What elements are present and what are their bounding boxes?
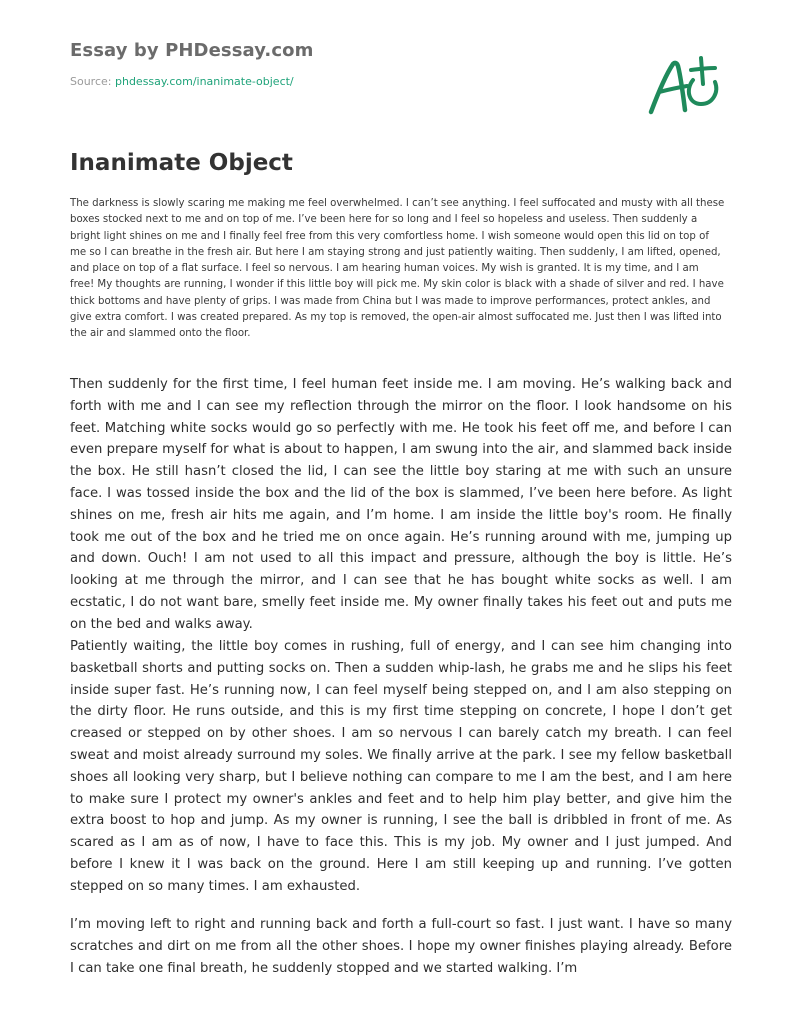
source-label: Source: bbox=[70, 75, 115, 88]
intro-paragraph: The darkness is slowly scaring me making me feel overwhelmed. I can’t see anything. I feel suffocated and musty with all these boxes stocked next to me and on top of me. I’ve been here for so long and I feel so hopeless and useless. Then suddenly a bright light shines on me and I finally feel free from this very comfortless home. I wish someone would open this lid on top of me so I can breathe in the fresh air. But here I am staying strong and just patiently waiting. Then suddenly, I am lifted, opened, and place on top of a flat surface. I feel so nervous. I am hearing human voices. My wish is granted. It is my time, and I am free! My thoughts are running, I wonder if this little boy will pick me. My skin color is black with a shade of silver and red. I have thick bottoms and have plenty of grips. I was made from China but I was made to improve performances, protect ankles, and give extra comfort. I was created prepared. As my top is removed, the open-air almost suffocated me. Just then I was lifted into the air and slammed onto the floor. bbox=[70, 198, 725, 340]
body-paragraph: I’m moving left to right and running back and forth a full-court so fast. I just want. I have so many scratches and dirt on me from all the other shoes. I hope my owner finishes playing already. Before I can take one final breath, he suddenly stopped and we started walking. I’m bbox=[70, 917, 732, 976]
site-brand-title: Essay by PHDessay.com bbox=[70, 40, 314, 61]
a-plus-logo-graphic bbox=[643, 50, 733, 130]
a-plus-logo-icon bbox=[643, 50, 733, 130]
source-link[interactable]: phdessay.com/inanimate-object/ bbox=[114, 75, 294, 88]
body-paragraph: Patiently waiting, the little boy comes in rushing, full of energy, and I can see him changing into basketball shorts and putting socks on. Then a sudden whip-lash, he grabs me and he slips his feet inside super fast. He’s running now, I can feel myself being stepped on, and I am also stepping on the dirty floor. He runs outside, and this is my first time stepping on concrete, I hope I don’t get creased or stepped on by other shoes. I am so nervous I can barely catch my breath. I can feel sweat and moist already surround my soles. We finally arrive at the park. I see my fellow basketball shoes all looking very sharp, but I believe nothing can compare to me I am the best, and I am here to make sure I protect my owner's ankles and feet and to help him play better, and give him the extra boost to hop and jump. As my owner is running, I see the ball is dribbled in front of me. As scared as I am as of now, I have to face this. This is my job. My owner and I just jumped. And before I knew it I was back on the ground. Here I am still keeping up and running. I’ve gotten stepped on so many times. I am exhausted. bbox=[70, 639, 732, 894]
body-paragraph: Then suddenly for the first time, I feel human feet inside me. I am moving. He’s walking back and forth with me and I can see my reflection through the mirror on the floor. I look handsome on his feet. Matching white socks would go so perfectly with me. He took his feet off me, and before I can even prepare myself for what is about to happen, I am swung into the air, and slammed back inside the box. He still hasn’t closed the lid, I can see the little boy staring at me with such an unsure face. I was tossed inside the box and the lid of the box is slammed, I’ve been here before. As light shines on me, fresh air hits me again, and I’m home. I am inside the little boy's room. He finally took me out of the box and he tried me on once again. He’s running around with me, jumping up and down. Ouch! I am not used to all this impact and pressure, although the boy is little. He’s looking at me through the mirror, and I can see that he has bought white socks as well. I am ecstatic, I do not want bare, smelly feet inside me. My owner finally takes his feet out and puts me on the bed and walks away. bbox=[70, 377, 732, 632]
page-header bbox=[70, 40, 590, 88]
essay-title: Inanimate Object bbox=[70, 150, 293, 176]
source-line bbox=[70, 75, 590, 88]
